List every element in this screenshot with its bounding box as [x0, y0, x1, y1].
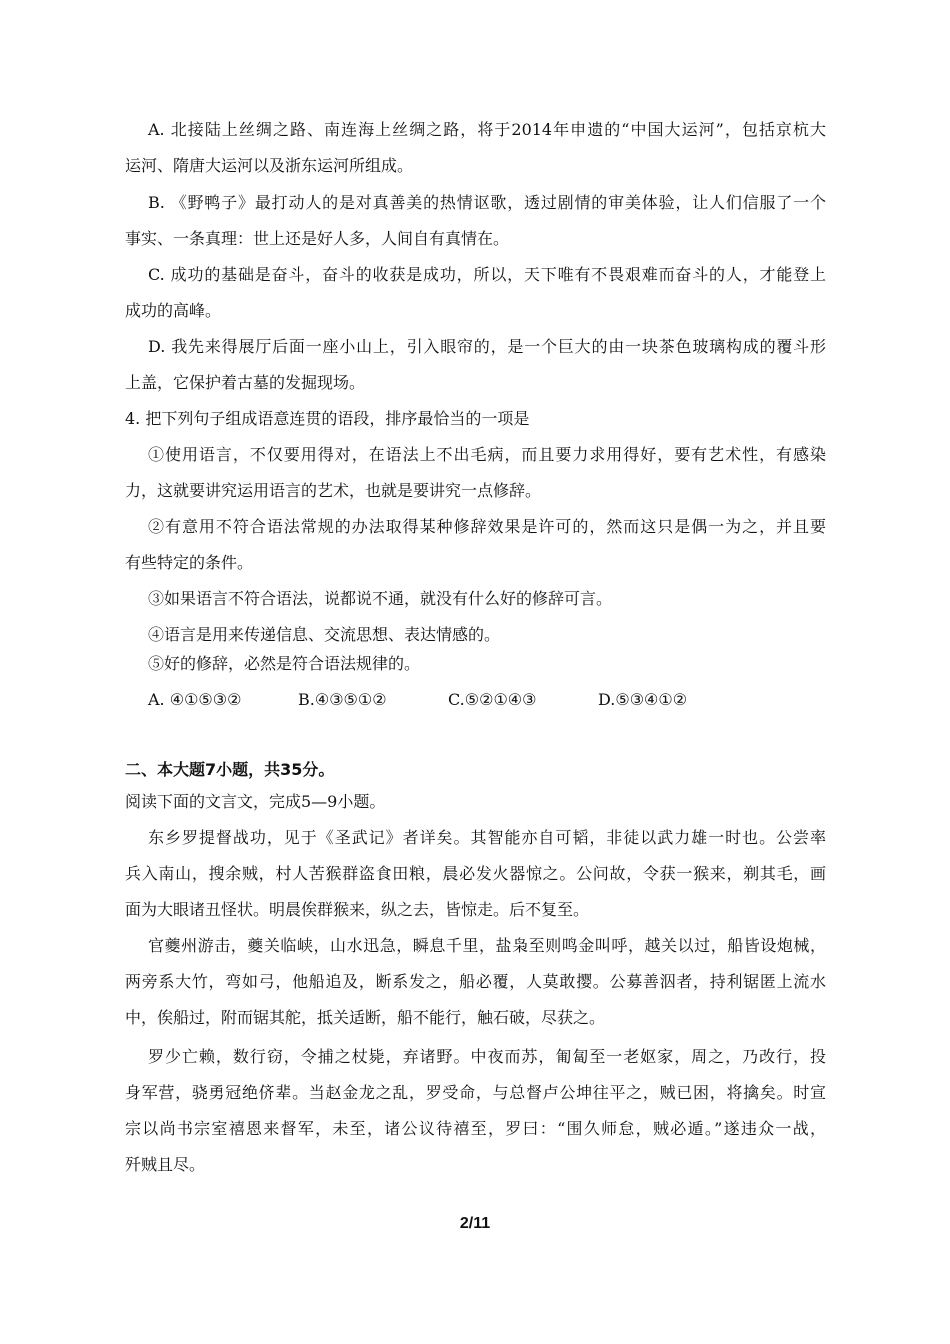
passage-p1-line-1: 东乡罗提督战功，见于《圣武记》者详矣。其智能亦自可韬，非徒以武力雄一时也。公尝率	[148, 828, 826, 847]
option-b: B.④③⑤①②	[298, 690, 387, 709]
sentence-1-line-1: ①使用语言，不仅要用得对，在语法上不出毛病，而且要力求用得好，要有艺术性，有感染	[148, 445, 826, 464]
option-d-line-1: D. 我先来得展厅后面一座小山上，引入眼帘的，是一个巨大的由一块茶色玻璃构成的覆斗形	[148, 337, 826, 356]
passage-p2-line-3: 中，俟船过，附而锯其舵，抵关适断，船不能行，触石破，尽获之。	[125, 1008, 606, 1027]
section-instruction: 阅读下面的文言文，完成5—9小题。	[125, 792, 386, 811]
option-a-line-2: 运河、隋唐大运河以及浙东运河所组成。	[125, 156, 414, 175]
passage-p1-line-3: 面为大眼诸丑怪状。明晨俟群猴来，纵之去，皆惊走。后不复至。	[125, 900, 590, 919]
option-c-line-2: 成功的高峰。	[125, 301, 222, 320]
section-heading: 二、本大题7小题，共35分。	[125, 760, 335, 779]
sentence-2-line-1: ②有意用不符合语法常规的办法取得某种修辞效果是许可的，然而这只是偶一为之，并且要	[148, 517, 826, 536]
option-c-line-1: C. 成功的基础是奋斗，奋斗的收获是成功，所以，天下唯有不畏艰难而奋斗的人，才能登上	[148, 265, 826, 284]
sentence-5: ⑤好的修辞，必然是符合语法规律的。	[148, 654, 421, 673]
sentence-3: ③如果语言不符合语法，说都说不通，就没有什么好的修辞可言。	[148, 589, 613, 608]
passage-p3-line-2: 身军营，骁勇冠绝侪辈。当赵金龙之乱，罗受命，与总督卢公坤往平之，贼已困，将擒矣。时宣	[125, 1083, 826, 1102]
question-4-stem: 4. 把下列句子组成语意连贯的语段，排序最恰当的一项是	[125, 409, 530, 428]
passage-p3-line-3: 宗以尚书宗室禧恩来督军，未至，诸公议待禧至，罗曰：“围久师怠，贼必遁。”遂违众一战，	[125, 1119, 826, 1138]
option-b-line-2: 事实、一条真理：世上还是好人多，人间自有真情在。	[125, 229, 510, 248]
passage-p3-line-4: 歼贼且尽。	[125, 1155, 206, 1174]
passage-p2-line-2: 两旁系大竹，弯如弓，他船追及，断系发之，船必覆，人莫敢撄。公募善泅者，持利锯匿上流水	[125, 972, 826, 991]
passage-p3-line-1: 罗少亡赖，数行窃，令捕之杖毙，弃诸野。中夜而苏，匍匐至一老妪家，周之，乃改行，投	[148, 1047, 826, 1066]
option-c: C.⑤②①④③	[448, 690, 537, 709]
option-a: A. ④①⑤③②	[148, 690, 242, 709]
option-d: D.⑤③④①②	[598, 690, 688, 709]
page-number: 2/11	[459, 1215, 491, 1232]
option-d-line-2: 上盖，它保护着古墓的发掘现场。	[125, 373, 366, 392]
sentence-1-line-2: 力，这就要讲究运用语言的艺术，也就是要讲究一点修辞。	[125, 481, 542, 500]
option-b-line-1: B. 《野鸭子》最打动人的是对真善美的热情讴歌，透过剧情的审美体验，让人们信服了一个	[148, 193, 826, 212]
option-a-line-1: A. 北接陆上丝绸之路、南连海上丝绸之路，将于2014年申遗的“中国大运河”，包括京杭大	[148, 120, 826, 139]
passage-p2-line-1: 官夔州游击，夔关临峡，山水迅急，瞬息千里，盐枭至则鸣金叫呼，越关以过，船皆设炮械，	[148, 936, 826, 955]
passage-p1-line-2: 兵入南山，搜余贼，村人苦猴群盗食田粮，晨必发火器惊之。公问故，令获一猴来，剃其毛，画	[125, 864, 826, 883]
sentence-4: ④语言是用来传递信息、交流思想、表达情感的。	[148, 625, 501, 644]
sentence-2-line-2: 有些特定的条件。	[125, 553, 254, 572]
